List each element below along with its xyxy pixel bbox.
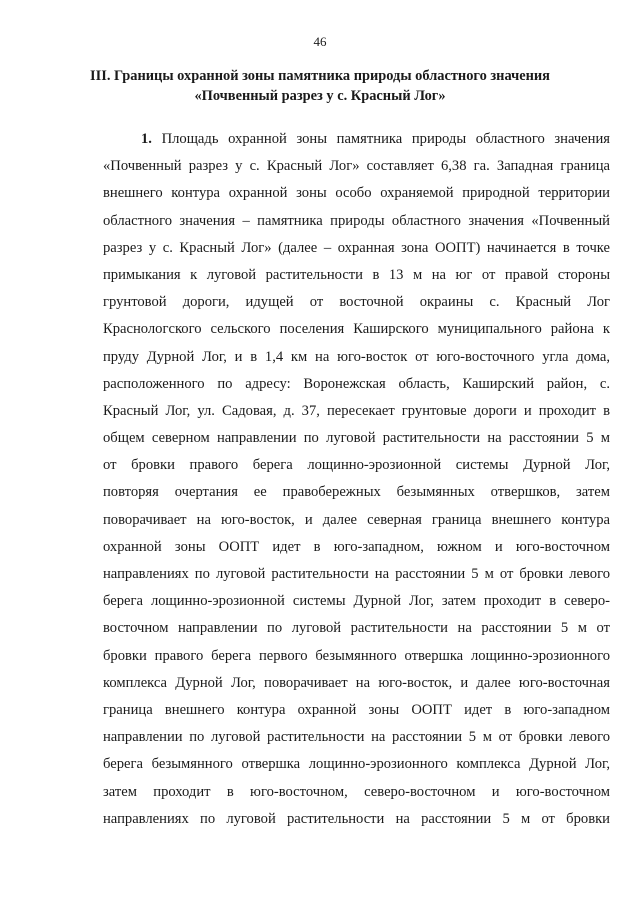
paragraph-line: комплекса Дурной Лог, поворачивает на юго-восток, и далее юго-восточная: [103, 674, 610, 691]
heading-line: «Почвенный разрез у с. Красный Лог»: [194, 88, 446, 104]
paragraph-number: 1.: [141, 131, 152, 147]
paragraph-line: внешнего контура охранной зоны особо охраняемой природной территории: [103, 185, 610, 202]
paragraph-line: восточном направлении по луговой растительности на расстоянии 5 м от: [103, 620, 610, 637]
paragraph-line: от бровки правого берега лощинно-эрозионной системы Дурной Лог,: [103, 457, 610, 474]
paragraph-line: расположенного по адресу: Воронежская область, Каширский район, с.: [103, 375, 610, 392]
paragraph-line: [103, 126, 610, 153]
paragraph-line: повторяя очертания ее правобережных безымянных отвершков, затем: [103, 484, 610, 501]
paragraph-line: общем северном направлении по луговой растительности на расстоянии 5 м: [103, 430, 610, 447]
paragraph-line: берега безымянного отвершка лощинно-эрозионного комплекса Дурной Лог,: [103, 756, 610, 773]
paragraph-line: граница внешнего контура охранной зоны ООПТ идет в юго-западном: [103, 701, 610, 718]
paragraph-line: направлениях по луговой растительности на расстоянии 5 м от бровки: [103, 810, 610, 827]
paragraph-line: пруду Дурной Лог, и в 1,4 км на юго-восток от юго-восточного угла дома,: [103, 348, 610, 365]
page-number: 46: [313, 34, 327, 49]
paragraph-line: примыкания к луговой растительности в 13 м на юг от правой стороны: [103, 266, 610, 283]
paragraph-line: поворачивает на юго-восток, и далее северная граница внешнего контура: [103, 511, 610, 528]
paragraph-line: грунтовой дороги, идущей от восточной окраины с. Красный Лог: [103, 294, 610, 311]
paragraph-line-text: Площадь охранной зоны памятника природы областного значения: [161, 131, 610, 147]
paragraph-line: Красный Лог, ул. Садовая, д. 37, пересекает грунтовые дороги и проходит в: [103, 402, 610, 419]
paragraph-line: затем проходит в юго-восточном, северо-восточном и юго-восточном: [103, 783, 610, 800]
paragraph-line: направлении по луговой растительности на расстоянии 5 м от бровки левого: [103, 729, 610, 746]
paragraph-body: [103, 126, 610, 833]
heading-line: III. Границы охранной зоны памятника природы областного значения: [90, 68, 550, 84]
paragraph-line: Краснологского сельского поселения Каширского муниципального района к: [103, 321, 610, 338]
paragraph-line: охранной зоны ООПТ идет в юго-западном, южном и юго-восточном: [103, 538, 610, 555]
section-heading: [60, 66, 580, 106]
paragraph-line: направлениях по луговой растительности на расстоянии 5 м от бровки левого: [103, 566, 610, 582]
paragraph-line: разрез у с. Красный Лог» (далее – охранная зона ООПТ) начинается в точке: [103, 239, 610, 256]
paragraph-line: бровки правого берега первого безымянного отвершка лощинно-эрозионного: [103, 647, 610, 664]
paragraph-line: «Почвенный разрез у с. Красный Лог» составляет 6,38 га. Западная граница: [103, 158, 610, 175]
paragraph-line: берега лощинно-эрозионной системы Дурной Лог, затем проходит в северо-: [103, 593, 610, 610]
paragraph-line: областного значения – памятника природы областного значения «Почвенный: [103, 212, 610, 229]
